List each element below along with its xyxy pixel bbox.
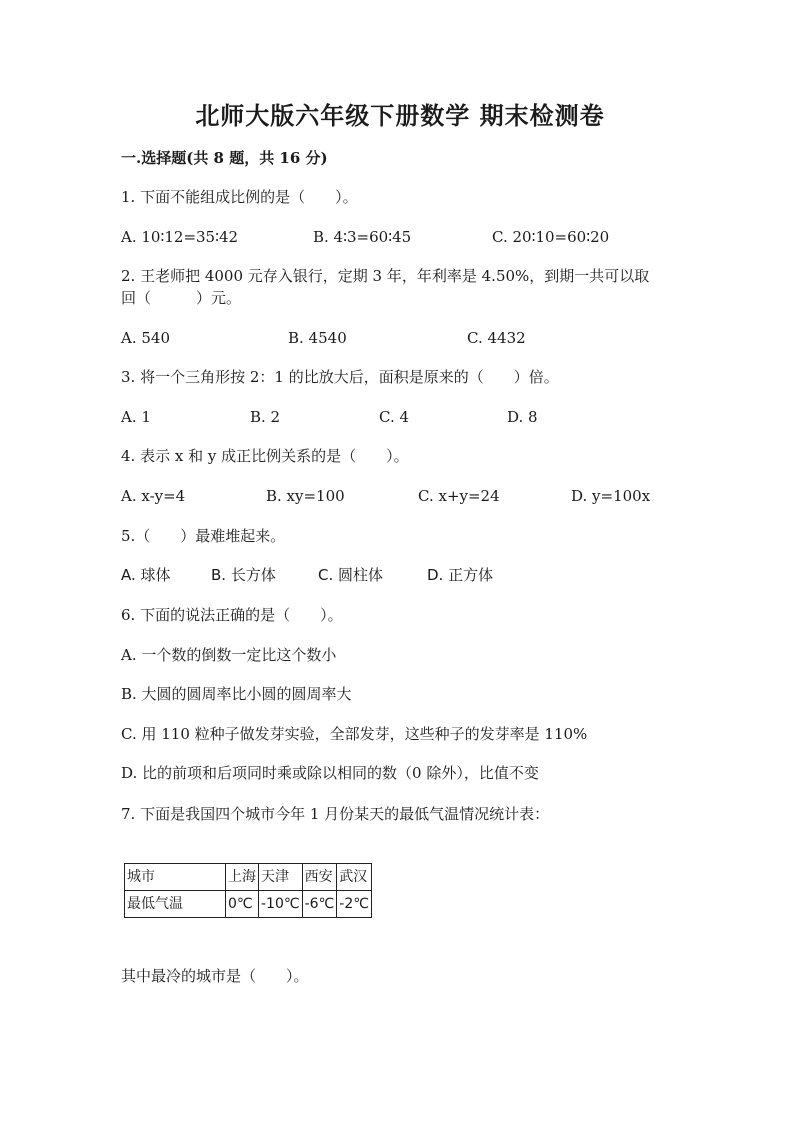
q4-option-d: D. y=100x	[571, 487, 651, 505]
question-3-stem: 3. 将一个三角形按 2：1 的比放大后，面积是原来的（ ）倍。	[121, 368, 559, 386]
q6-option-d: D. 比的前项和后项同时乘或除以相同的数（0 除外），比值不变	[121, 764, 539, 782]
q1-option-c: C. 20∶10=60∶20	[492, 228, 610, 246]
q4-option-c: C. x+y=24	[418, 487, 500, 505]
q2-option-b: B. 4540	[288, 329, 347, 347]
q3-option-a: A. 1	[121, 408, 151, 426]
q4-option-b: B. xy=100	[266, 487, 345, 505]
table-header-cell: 武汉	[337, 864, 372, 891]
q3-option-b: B. 2	[250, 408, 281, 426]
question-2-options	[121, 327, 681, 349]
question-5-stem: 5.（ ）最难堆起来。	[121, 527, 286, 545]
table-header-cell: 西安	[302, 864, 337, 891]
q1-option-a: A. 10∶12=35∶42	[121, 228, 239, 246]
question-2-stem-line1: 2. 王老师把 4000 元存入银行，定期 3 年，年利率是 4.50%，到期一共可以取	[121, 267, 650, 285]
table-header-cell: 天津	[259, 864, 303, 891]
question-1-stem: 1. 下面不能组成比例的是（ ）。	[121, 188, 358, 206]
q1-option-b: B. 4∶3=60∶45	[313, 228, 412, 246]
question-2-stem-line2: 回（ ）元。	[121, 289, 242, 307]
q6-option-c: C. 用 110 粒种子做发芽实验，全部发芽，这些种子的发芽率是 110%	[121, 725, 588, 743]
temperature-table	[124, 863, 372, 918]
q5-option-a: A. 球体	[121, 566, 171, 584]
table-row	[125, 891, 372, 918]
question-5-options	[121, 564, 681, 586]
question-4-stem: 4. 表示 x 和 y 成正比例关系的是（ ）。	[121, 447, 409, 465]
table-header-row	[125, 864, 372, 891]
question-7-followup: 其中最冷的城市是（ ）。	[121, 967, 309, 985]
table-cell: -6℃	[302, 891, 337, 918]
q5-option-b: B. 长方体	[211, 566, 276, 584]
q3-option-c: C. 4	[379, 408, 410, 426]
table-cell: -2℃	[337, 891, 372, 918]
table-cell: -10℃	[259, 891, 303, 918]
question-3-options	[121, 406, 681, 428]
section-heading: 一.选择题(共 8 题，共 16 分)	[121, 149, 328, 167]
q3-option-d: D. 8	[507, 408, 538, 426]
table-cell: 最低气温	[125, 891, 226, 918]
table-cell: 0℃	[226, 891, 259, 918]
question-7-stem: 7. 下面是我国四个城市今年 1 月份某天的最低气温情况统计表：	[121, 805, 550, 823]
q6-option-b: B. 大圆的圆周率比小圆的圆周率大	[121, 685, 352, 703]
question-1-options	[121, 226, 681, 248]
q4-option-a: A. x-y=4	[121, 487, 186, 505]
q5-option-d: D. 正方体	[427, 566, 494, 584]
q2-option-c: C. 4432	[467, 329, 526, 347]
q6-option-a: A. 一个数的倒数一定比这个数小	[121, 646, 337, 664]
question-6-stem: 6. 下面的说法正确的是（ ）。	[121, 606, 343, 624]
q2-option-a: A. 540	[121, 329, 170, 347]
table-header-cell: 城市	[125, 864, 226, 891]
q5-option-c: C. 圆柱体	[318, 566, 384, 584]
page-title: 北师大版六年级下册数学 期末检测卷	[195, 101, 605, 130]
question-4-options	[121, 485, 681, 507]
table-header-cell: 上海	[226, 864, 259, 891]
